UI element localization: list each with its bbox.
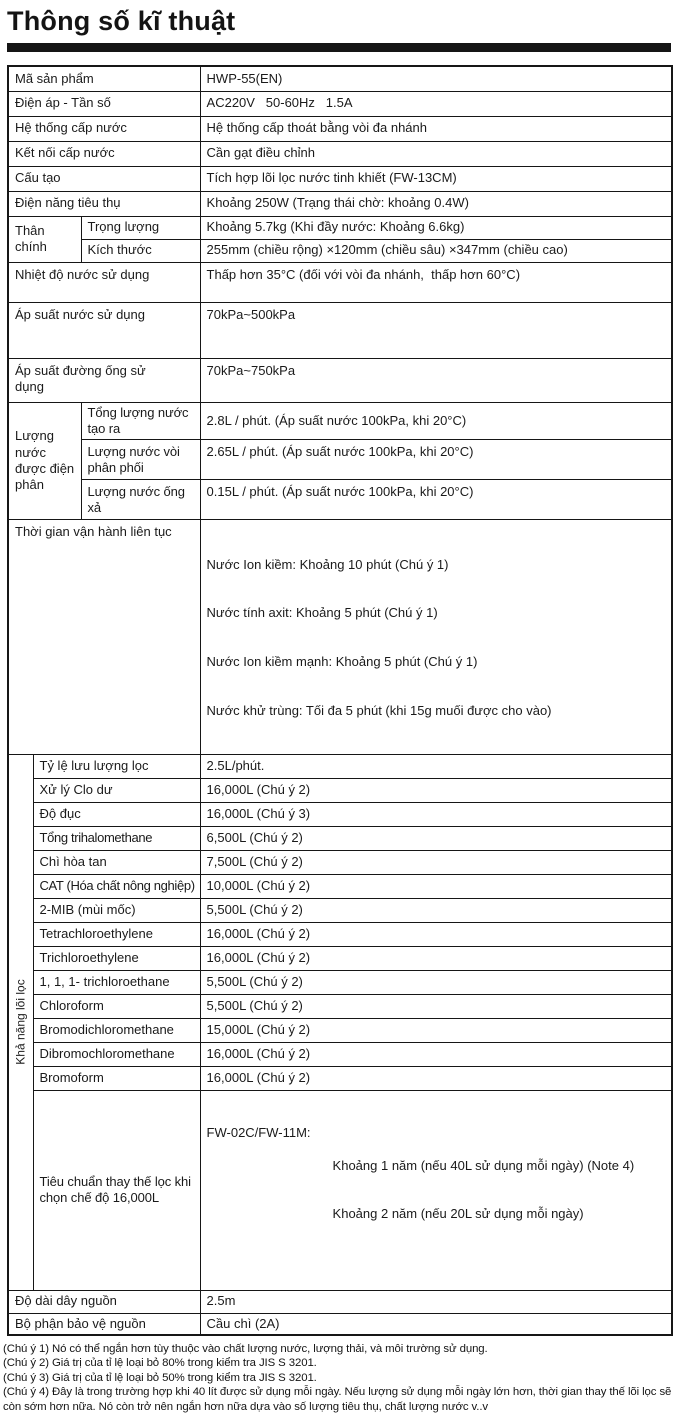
- group-label-filter: [8, 754, 33, 1290]
- spec-sublabel: Kích thước: [81, 239, 200, 262]
- table-row: [8, 1042, 672, 1066]
- spec-value: Hệ thống cấp thoát bằng vòi đa nhánh: [200, 116, 672, 141]
- spec-value: 16,000L (Chú ý 2): [200, 778, 672, 802]
- table-row: [8, 898, 672, 922]
- table-row: [8, 1018, 672, 1042]
- spec-label-text: Áp suất đường ống sử dụng: [15, 362, 146, 394]
- operation-line: Nước Ion kiềm mạnh: Khoảng 5 phút (Chú ý 1): [206, 654, 478, 669]
- table-row: [8, 1290, 672, 1313]
- table-row: [8, 141, 672, 166]
- table-row: [8, 520, 672, 755]
- spec-label: Mã sản phẩm: [8, 66, 200, 91]
- operation-line: Nước Ion kiềm: Khoảng 10 phút (Chú ý 1): [206, 556, 449, 572]
- operation-line: Nước khử trùng: Tối đa 5 phút (khi 15g muối được cho vào): [206, 702, 552, 718]
- spec-value: 2.8L / phút. (Áp suất nước 100kPa, khi 20°C): [200, 402, 672, 440]
- spec-label: Điện năng tiêu thụ: [8, 191, 200, 216]
- spec-label: Kết nối cấp nước: [8, 141, 200, 166]
- spec-sublabel: Bromodichloromethane: [33, 1018, 200, 1042]
- spec-sublabel: 2-MIB (mùi mốc): [33, 898, 200, 922]
- spec-value: 7,500L (Chú ý 2): [200, 850, 672, 874]
- spec-sublabel: Độ đục: [33, 802, 200, 826]
- table-row: [8, 970, 672, 994]
- spec-label: Nhiệt độ nước sử dụng: [8, 262, 200, 302]
- replacement-line: Khoảng 2 năm (nếu 20L sử dụng mỗi ngày): [332, 1206, 584, 1222]
- table-row: [8, 116, 672, 141]
- title-underline-bar: [7, 43, 671, 52]
- table-row: [8, 922, 672, 946]
- spec-value: AC220V 50-60Hz 1.5A: [200, 91, 672, 116]
- spec-value: HWP-55(EN): [200, 66, 672, 91]
- table-row: [8, 826, 672, 850]
- spec-sublabel: CAT (Hóa chất nông nghiệp): [33, 874, 200, 898]
- spec-label: Hệ thống cấp nước: [8, 116, 200, 141]
- spec-value: Tích hợp lõi lọc nước tinh khiết (FW-13CM): [200, 166, 672, 191]
- spec-sublabel: Tỷ lệ lưu lượng lọc: [33, 754, 200, 778]
- replacement-lines: [333, 1125, 667, 1255]
- spec-value: [200, 520, 672, 755]
- spec-value: 10,000L (Chú ý 2): [200, 874, 672, 898]
- spec-value: 70kPa~750kPa: [200, 358, 672, 402]
- table-row: [8, 778, 672, 802]
- spec-sublabel: Trichloroethylene: [33, 946, 200, 970]
- spec-value: Thấp hơn 35°C (đối với vòi đa nhánh, thấp hơn 60°C): [200, 262, 672, 302]
- replacement-value: [207, 1125, 668, 1255]
- spec-sublabel: Tiêu chuẩn thay thế lọc khi chọn chế độ 16,000L: [33, 1090, 200, 1290]
- spec-label: [8, 358, 200, 402]
- group-label-text: Lượng nước được điện phân: [15, 428, 75, 492]
- spec-label: Điện áp - Tần số: [8, 91, 200, 116]
- spec-label: Cấu tạo: [8, 166, 200, 191]
- spec-sublabel: Tetrachloroethylene: [33, 922, 200, 946]
- table-row: [8, 1313, 672, 1335]
- table-row: [8, 994, 672, 1018]
- table-row: [8, 262, 672, 302]
- spec-sublabel: Trọng lượng: [81, 216, 200, 239]
- table-row: [8, 802, 672, 826]
- spec-value: 16,000L (Chú ý 2): [200, 1066, 672, 1090]
- table-row: [8, 1090, 672, 1290]
- spec-value: 2.65L / phút. (Áp suất nước 100kPa, khi 20°C): [200, 440, 672, 480]
- table-row: [8, 66, 672, 91]
- footnote: (Chú ý 4) Đây là trong trường hợp khi 40 lít được sử dụng mỗi ngày. Nếu lượng sử dụng mỗi ngày lớn hơn, thời gian thay thế lõi lọc sẽ còn sớm hơn nữa. Nó còn trở nên ngắn hơn nữa dựa vào số lượng tiêu thụ, chất lượng nước v..v: [3, 1386, 672, 1413]
- spec-value: Khoảng 5.7kg (Khi đầy nước: Khoảng 6.6kg): [200, 216, 672, 239]
- table-row: [8, 239, 672, 262]
- spec-value: 5,500L (Chú ý 2): [200, 970, 672, 994]
- footnotes: [3, 1342, 675, 1414]
- spec-value: 2.5L/phút.: [200, 754, 672, 778]
- table-row: [8, 440, 672, 480]
- spec-value: 16,000L (Chú ý 2): [200, 946, 672, 970]
- table-row: [8, 1066, 672, 1090]
- table-row: [8, 754, 672, 778]
- spec-sublabel: Tổng lượng nước tạo ra: [81, 402, 200, 440]
- group-label-body: Thân chính: [8, 216, 81, 262]
- spec-label: Bộ phận bảo vệ nguồn: [8, 1313, 200, 1335]
- spec-sublabel: Lượng nước ống xả: [81, 480, 200, 520]
- spec-value: 15,000L (Chú ý 2): [200, 1018, 672, 1042]
- table-row: [8, 402, 672, 440]
- spec-label: Thời gian vận hành liên tục: [8, 520, 200, 755]
- table-row: [8, 302, 672, 358]
- spec-value: 70kPa~500kPa: [200, 302, 672, 358]
- page-title: Thông số kĩ thuật: [7, 6, 236, 36]
- footnote: (Chú ý 1) Nó có thể ngắn hơn tùy thuộc vào chất lượng nước, lượng thải, và môi trường sử dụng.: [3, 1343, 488, 1355]
- table-row: [8, 166, 672, 191]
- group-label-electrolysis: [8, 402, 81, 520]
- spec-value: 2.5m: [200, 1290, 672, 1313]
- spec-value: [200, 1090, 672, 1290]
- spec-value: Cầu chì (2A): [200, 1313, 672, 1335]
- spec-value: 255mm (chiều rộng) ×120mm (chiều sâu) ×347mm (chiều cao): [200, 239, 672, 262]
- spec-sublabel: Dibromochloromethane: [33, 1042, 200, 1066]
- footnote: (Chú ý 2) Giá trị của tỉ lệ loại bỏ 80% trong kiểm tra JIS S 3201.: [3, 1357, 317, 1370]
- spec-value: 16,000L (Chú ý 3): [200, 802, 672, 826]
- operation-line: Nước tính axit: Khoảng 5 phút (Chú ý 1): [206, 605, 438, 621]
- table-row: [8, 850, 672, 874]
- spec-value: 16,000L (Chú ý 2): [200, 922, 672, 946]
- spec-value: Cần gạt điều chỉnh: [200, 141, 672, 166]
- spec-sublabel: Xử lý Clo dư: [33, 778, 200, 802]
- spec-sublabel: Lượng nước vòi phân phối: [81, 440, 200, 480]
- spec-table: [7, 65, 673, 1336]
- spec-sublabel: 1, 1, 1- trichloroethane: [33, 970, 200, 994]
- rotated-section-label: Khả năng lõi lọc: [13, 979, 28, 1065]
- spec-sublabel: Bromoform: [33, 1066, 200, 1090]
- spec-value: 5,500L (Chú ý 2): [200, 994, 672, 1018]
- table-row: [8, 216, 672, 239]
- table-row: [8, 480, 672, 520]
- spec-label: Độ dài dây nguồn: [8, 1290, 200, 1313]
- spec-value: 6,500L (Chú ý 2): [200, 826, 672, 850]
- spec-value: 0.15L / phút. (Áp suất nước 100kPa, khi 20°C): [200, 480, 672, 520]
- spec-label: Áp suất nước sử dụng: [8, 302, 200, 358]
- table-row: [8, 874, 672, 898]
- replacement-model: FW-02C/FW-11M:: [206, 1125, 311, 1140]
- spec-sublabel: Chì hòa tan: [33, 850, 200, 874]
- spec-sublabel: Tổng trihalomethane: [33, 826, 200, 850]
- spec-value: Khoảng 250W (Trạng thái chờ: khoảng 0.4W): [200, 191, 672, 216]
- footnote: (Chú ý 3) Giá trị của tỉ lệ loại bỏ 50% trong kiểm tra JIS S 3201.: [3, 1371, 317, 1384]
- table-row: [8, 946, 672, 970]
- spec-value: 5,500L (Chú ý 2): [200, 898, 672, 922]
- spec-sublabel: Chloroform: [33, 994, 200, 1018]
- table-row: [8, 358, 672, 402]
- replacement-line: Khoảng 1 năm (nếu 40L sử dụng mỗi ngày) (Note 4): [332, 1157, 635, 1173]
- table-row: [8, 91, 672, 116]
- table-row: [8, 191, 672, 216]
- spec-value: 16,000L (Chú ý 2): [200, 1042, 672, 1066]
